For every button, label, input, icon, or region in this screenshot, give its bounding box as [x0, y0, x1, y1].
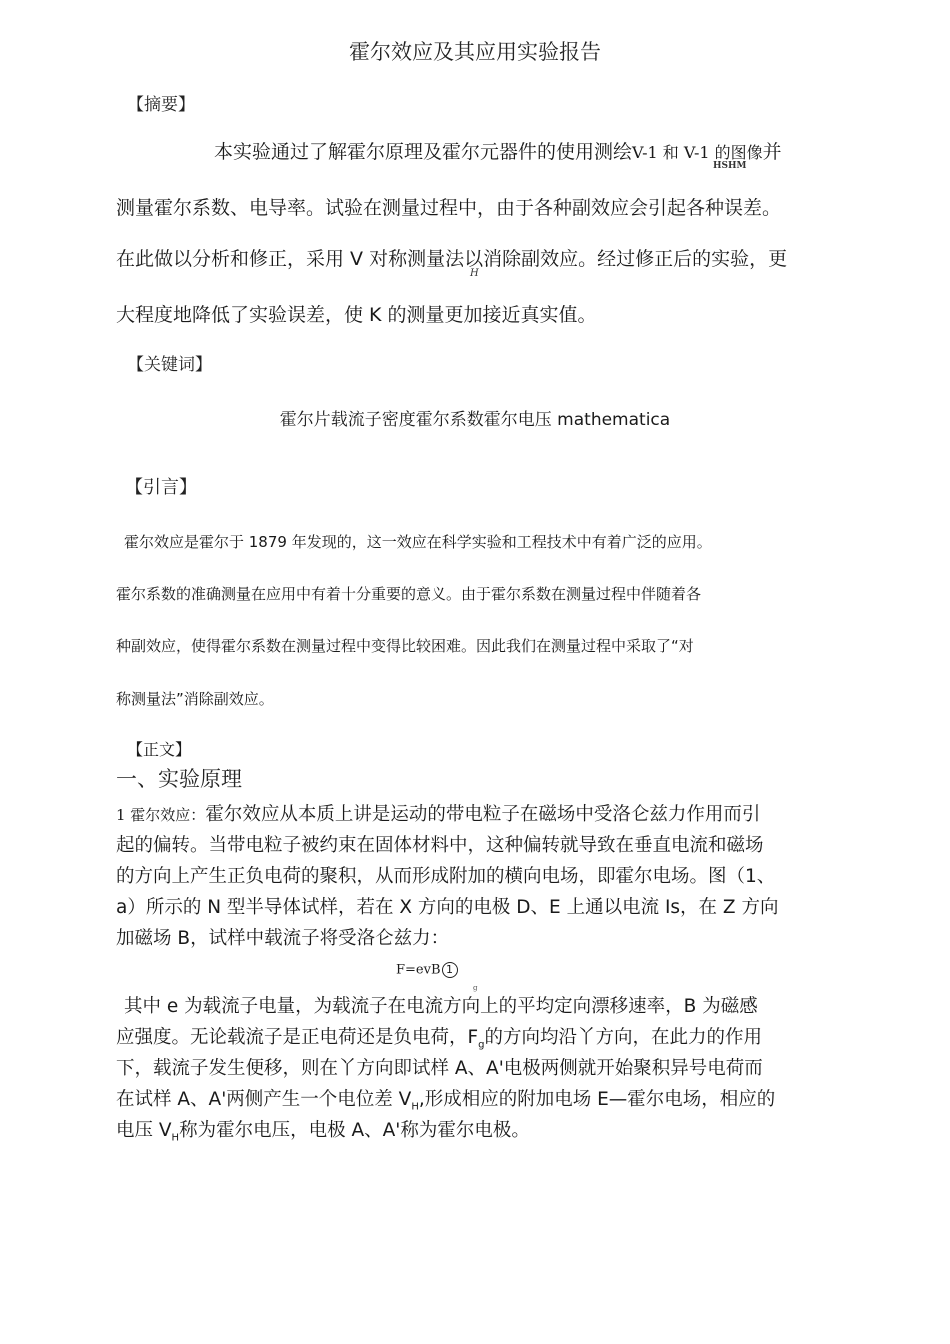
p2-line-2-sub: g	[478, 1039, 485, 1051]
p1-line-2: 起的偏转。当带电粒子被约束在固体材料中，这种偏转就导致在垂直电流和磁场	[116, 835, 764, 856]
p2-line-5-sub: H	[171, 1132, 180, 1144]
p2-line-1: 其中 e 为载流子电量，为载流子在电流方向上的平均定向漂移速率，B 为磁感	[124, 996, 758, 1017]
abstract-line-3: 在此做以分析和修正，采用 V 对称测量法以消除副效应。经过修正后的实验，更	[116, 248, 788, 270]
p2-line-5-a: 电压 V	[116, 1120, 172, 1141]
abstract-line-1-math: V-1 和 V-1 的图像	[632, 143, 763, 162]
p2-line-4-sub: H	[411, 1101, 419, 1113]
abstract-line-1	[214, 137, 782, 164]
keywords-heading: 【关键词】	[127, 355, 212, 375]
p1-line-3: 的方向上产生正负电荷的聚积，从而形成附加的横向电场，即霍尔电场。图（1、	[116, 866, 776, 887]
intro-line-2: 霍尔系数的准确测量在应用中有着十分重要的意义。由于霍尔系数在测量过程中伴随着各	[116, 585, 702, 603]
intro-heading: 【引言】	[125, 477, 197, 498]
main-heading: 【正文】	[127, 740, 192, 759]
p2-line-5-b: 称为霍尔电压，电极 A、A'称为霍尔电极。	[179, 1120, 530, 1141]
formula-lorentz	[396, 962, 458, 978]
abstract-line-4: 大程度地降低了实验误差，使 K 的测量更加接近真实值。	[116, 304, 597, 326]
intro-line-1: 霍尔效应是霍尔于 1879 年发现的，这一效应在科学实验和工程技术中有着广泛的应用。	[124, 533, 712, 551]
formula-text: F=evB	[396, 962, 441, 978]
intro-line-3: 种副效应，使得霍尔系数在测量过程中变得比较困难。因此我们在测量过程中采取了“对	[116, 637, 694, 655]
p1-line-5: 加磁场 B，试样中载流子将受洛仑兹力：	[116, 928, 450, 949]
p2-line-3: 下，载流子发生便移，则在丫方向即试样 A、A'电极两侧就开始聚积异号电荷而	[116, 1058, 763, 1079]
p1-prefix: 1 霍尔效应：	[116, 806, 206, 824]
p1-line-1-text: 霍尔效应从本质上讲是运动的带电粒子在磁场中受洛仑兹力作用而引	[205, 804, 761, 825]
formula-subscript: g	[473, 984, 478, 992]
abstract-line-1-text: 本实验通过了解霍尔原理及霍尔元器件的使用测绘	[214, 141, 633, 163]
p1-line-4: a）所示的 N 型半导体试样，若在 X 方向的电极 D、E 上通以电流 Is，在 Z 方向	[116, 897, 779, 918]
p1-line-1	[116, 799, 760, 831]
abstract-heading: 【摘要】	[127, 95, 195, 115]
p2-line-4-a: 在试样 A、A'两侧产生一个电位差 V	[116, 1089, 412, 1110]
formula-number: 1	[442, 962, 458, 978]
p2-line-2-a: 应强度。无论载流子是正电荷还是负电荷，F	[116, 1027, 479, 1048]
p2-line-5	[116, 1115, 530, 1154]
section-1-title: 一、实验原理	[116, 767, 242, 791]
abstract-line-1-tail: 并	[762, 141, 782, 163]
p2-line-2-b: 的方向均沿丫方向，在此力的作用	[484, 1027, 763, 1048]
keywords-text: 霍尔片载流子密度霍尔系数霍尔电压 mathematica	[279, 410, 671, 430]
p2-line-4-b: ,形成相应的附加电场 E—霍尔电场，相应的	[418, 1089, 776, 1110]
abstract-line-2: 测量霍尔系数、电导率。试验在测量过程中，由于各种副效应会引起各种误差。	[116, 197, 782, 219]
abstract-line-1-subscripts: HSHM	[713, 161, 747, 171]
intro-line-4: 称测量法”消除副效应。	[116, 690, 274, 708]
abstract-line-3-subscript: H	[470, 268, 479, 279]
document-title: 霍尔效应及其应用实验报告	[349, 40, 601, 64]
